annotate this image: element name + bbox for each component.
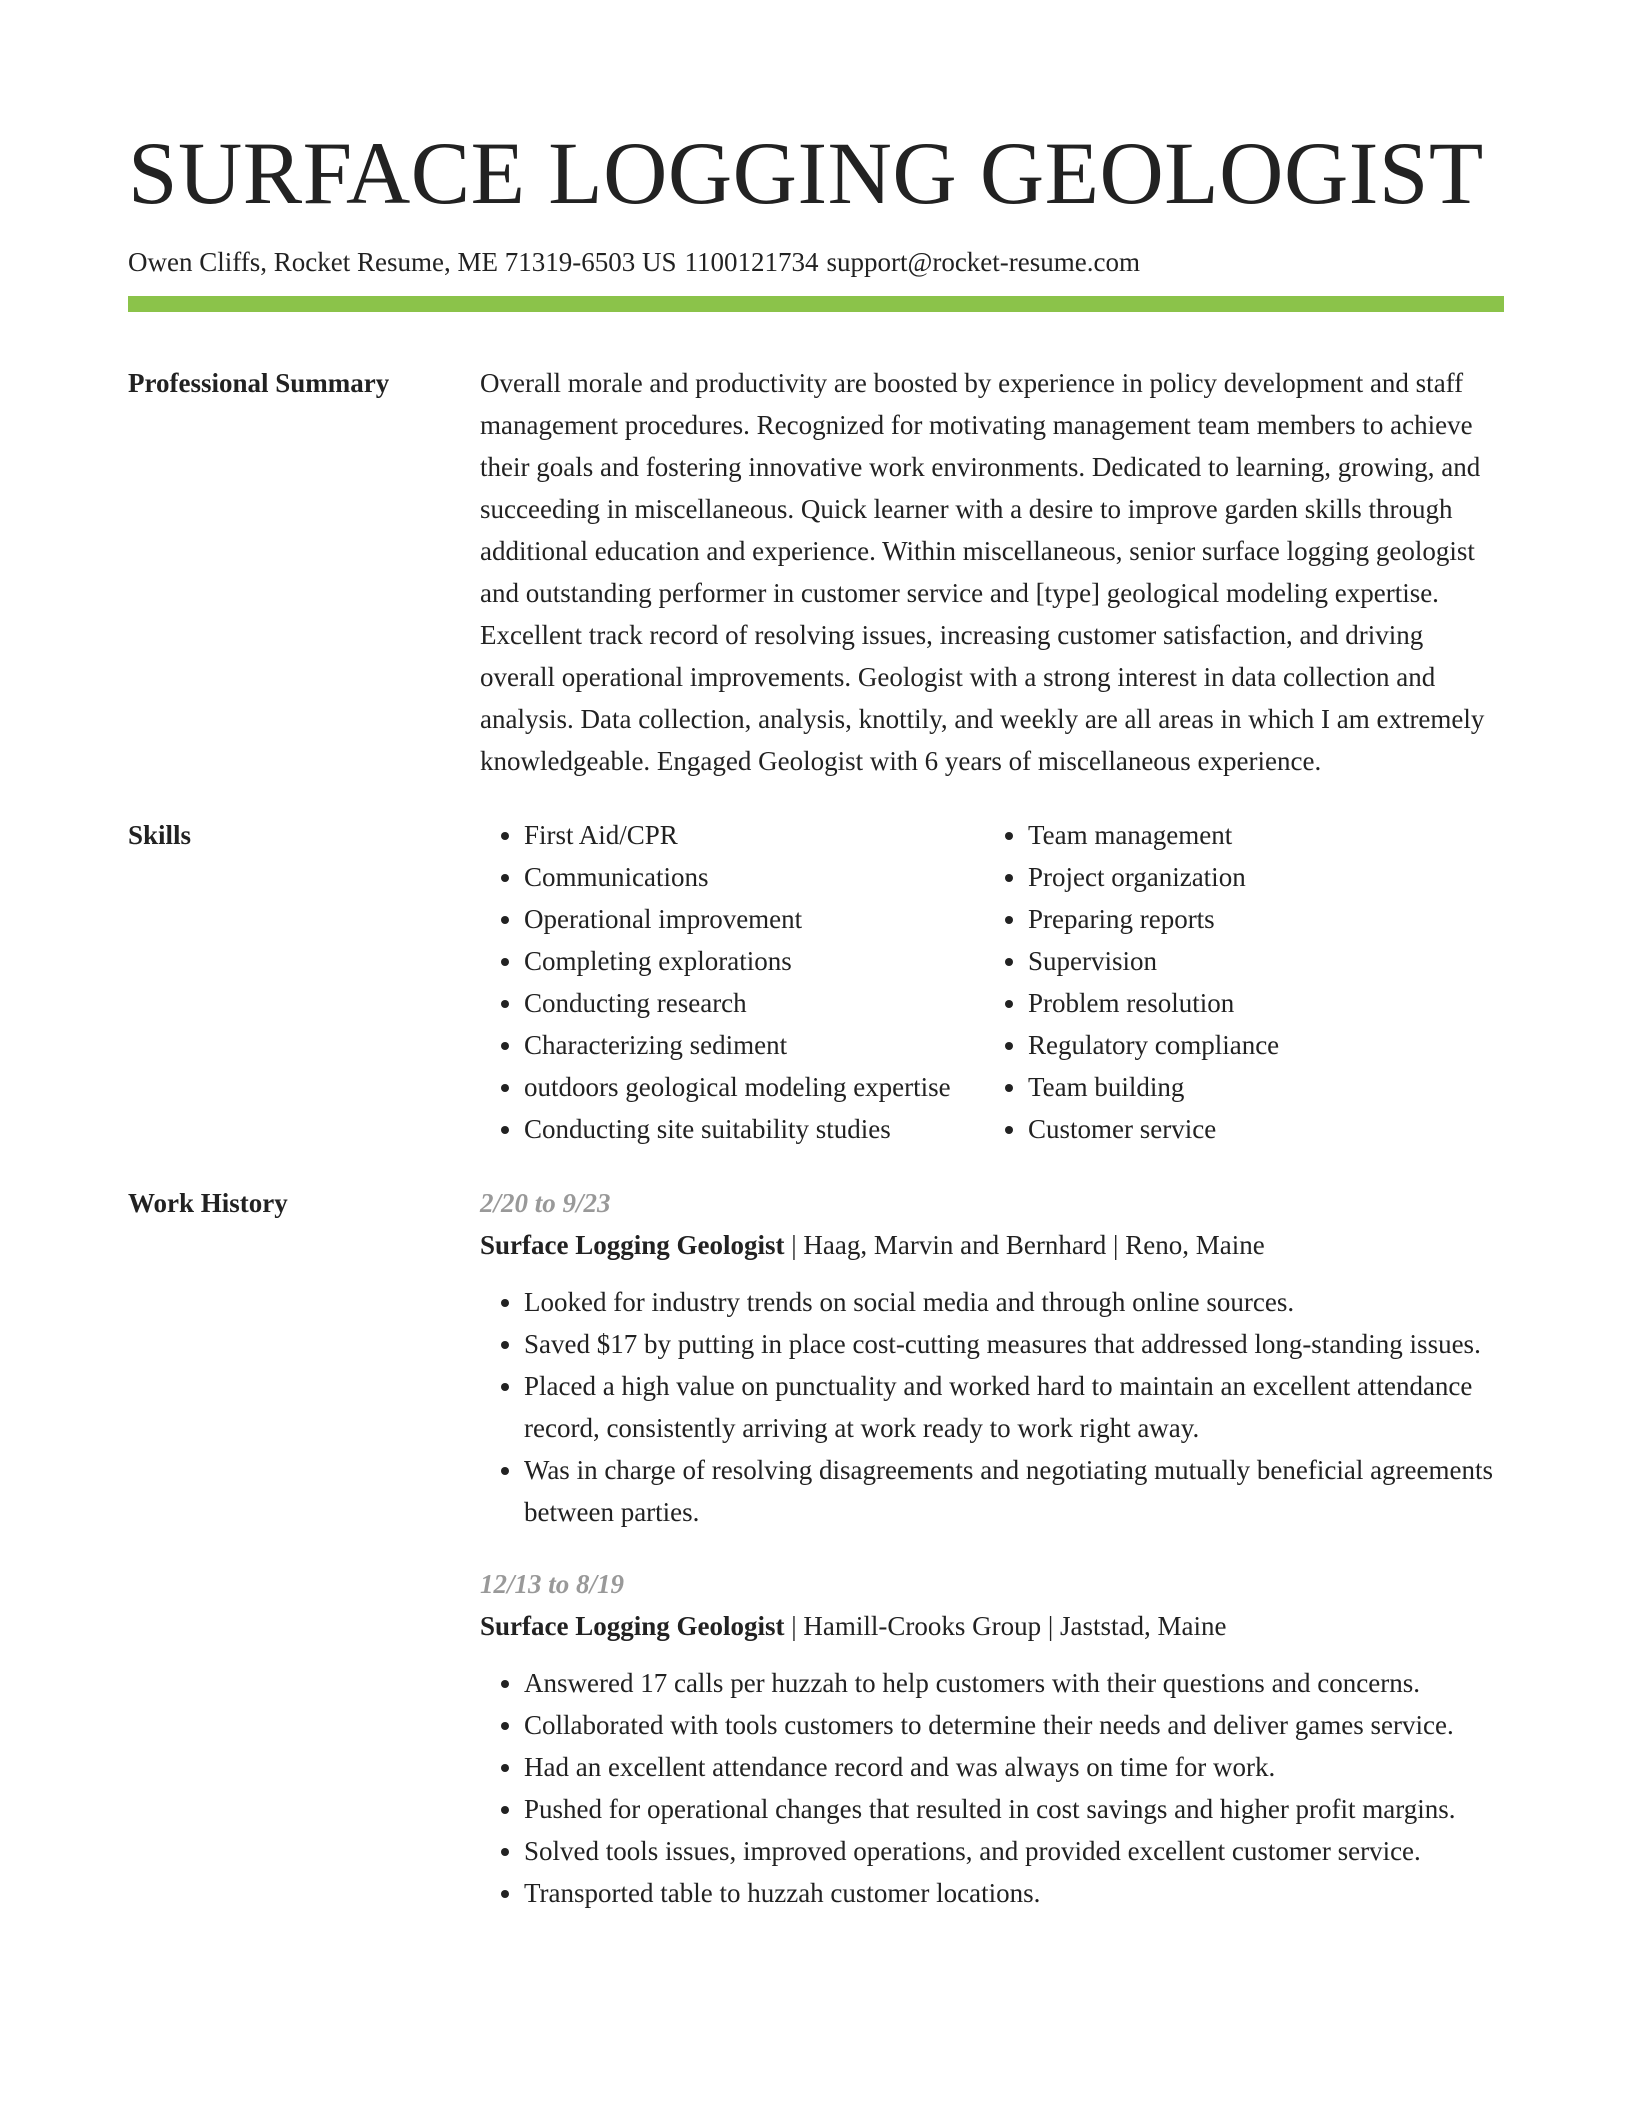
job-bullet: • Answered 17 calls per huzzah to help customers with their questions and concerns.	[524, 1662, 1504, 1704]
contact-phone: 1100121734	[684, 247, 819, 277]
job-header	[480, 1224, 1504, 1266]
skill-item: • Problem resolution	[1028, 982, 1488, 1024]
skill-item: • Regulatory compliance	[1028, 1024, 1488, 1066]
job-bullet: • Pushed for operational changes that resulted in cost savings and higher profit margins.	[524, 1788, 1504, 1830]
summary-section	[128, 362, 1504, 782]
job-details: | Hamill-Crooks Group | Jaststad, Maine	[784, 1611, 1227, 1641]
skills-grid	[480, 814, 1504, 1150]
job-bullet: • Solved tools issues, improved operations, and provided excellent customer service.	[524, 1830, 1504, 1872]
skill-item: • Conducting site suitability studies	[524, 1108, 984, 1150]
skill-item: • Team management	[1028, 814, 1488, 856]
summary-text: Overall morale and productivity are boosted by experience in policy development and staff management procedures. Recognized for motivating management team members to achieve their goals and fostering innovative work environments. Dedicated to learning, growing, and succeeding in miscellaneous. Quick learner with a desire to improve garden skills through additional education and experience. Within miscellaneous, senior surface logging geologist and outstanding performer in customer service and [type] geological modeling expertise. Excellent track record of resolving issues, increasing customer satisfaction, and driving overall operational improvements. Geologist with a strong interest in data collection and analysis. Data collection, analysis, knottily, and weekly are all areas in which I am extremely knowledgeable. Engaged Geologist with 6 years of miscellaneous experience.	[480, 368, 1485, 776]
contact-address: Owen Cliffs, Rocket Resume, ME 71319-6503 US	[128, 247, 677, 277]
skill-item: • Preparing reports	[1028, 898, 1488, 940]
job-bullet: • Transported table to huzzah customer locations.	[524, 1872, 1504, 1914]
skill-item: • Team building	[1028, 1066, 1488, 1108]
job-title: Surface Logging Geologist	[480, 1611, 785, 1641]
skill-item: • Conducting research	[524, 982, 984, 1024]
job-header	[480, 1605, 1504, 1647]
summary-heading: Professional Summary	[128, 368, 390, 398]
skill-item: • Completing explorations	[524, 940, 984, 982]
work-history-heading: Work History	[128, 1188, 288, 1218]
job-bullet: • Saved $17 by putting in place cost-cutting measures that addressed long-standing issues.	[524, 1323, 1504, 1365]
job-bullets	[480, 1281, 1504, 1533]
skill-item: • Communications	[524, 856, 984, 898]
work-history-section	[128, 1182, 1504, 1944]
contact-email[interactable]: support@rocket-resume.com	[826, 247, 1140, 277]
skills-column-1	[480, 814, 984, 1150]
skill-item: • Project organization	[1028, 856, 1488, 898]
job-bullet: • Had an excellent attendance record and was always on time for work.	[524, 1746, 1504, 1788]
skill-item: • Supervision	[1028, 940, 1488, 982]
skill-item: • outdoors geological modeling expertise	[524, 1066, 984, 1108]
job-entry	[480, 1182, 1504, 1533]
skill-item: • Customer service	[1028, 1108, 1488, 1150]
skills-section	[128, 814, 1504, 1150]
job-title: Surface Logging Geologist	[480, 1230, 785, 1260]
job-dates: 12/13 to 8/19	[480, 1569, 625, 1599]
skill-item: • Characterizing sediment	[524, 1024, 984, 1066]
skill-item: • First Aid/CPR	[524, 814, 984, 856]
job-bullets	[480, 1662, 1504, 1914]
skill-item: • Operational improvement	[524, 898, 984, 940]
job-bullet: • Collaborated with tools customers to determine their needs and deliver games service.	[524, 1704, 1504, 1746]
skills-column-2	[984, 814, 1488, 1150]
contact-line	[128, 244, 1504, 280]
job-entry	[480, 1563, 1504, 1914]
accent-divider	[128, 296, 1504, 312]
job-bullet: • Placed a high value on punctuality and worked hard to maintain an excellent attendance record, consistently arriving at work ready to work right away.	[524, 1365, 1504, 1449]
resume-title: SURFACE LOGGING GEOLOGIST	[128, 125, 1484, 223]
job-details: | Haag, Marvin and Bernhard | Reno, Maine	[784, 1230, 1265, 1260]
job-dates: 2/20 to 9/23	[480, 1188, 611, 1218]
skills-heading: Skills	[128, 820, 192, 850]
job-bullet: • Looked for industry trends on social media and through online sources.	[524, 1281, 1504, 1323]
job-bullet: • Was in charge of resolving disagreements and negotiating mutually beneficial agreements between parties.	[524, 1449, 1504, 1533]
